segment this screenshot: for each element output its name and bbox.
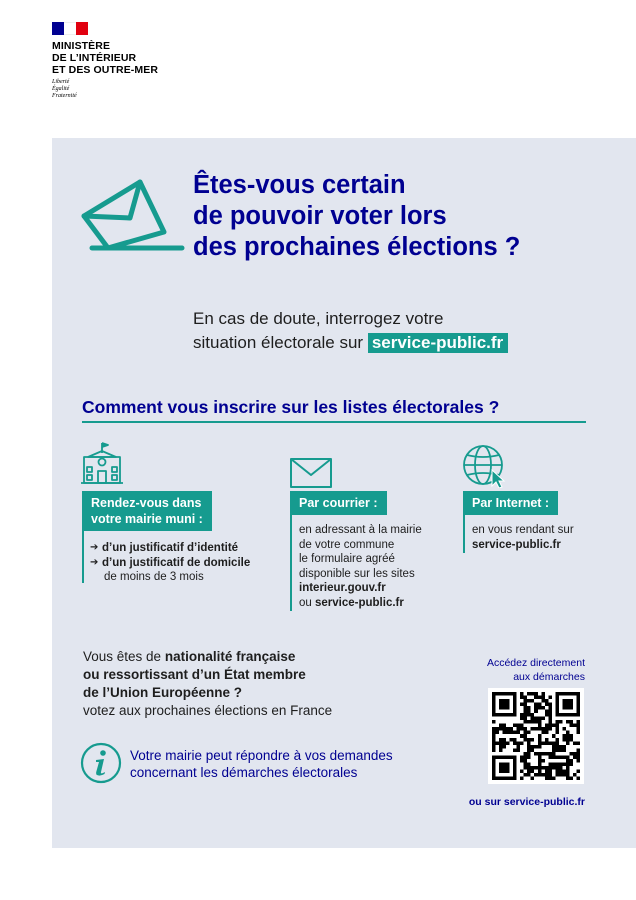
nationality-bold: de l’Union Européenne ?: [83, 685, 243, 700]
page-title: [193, 170, 613, 263]
motto-line: Fraternité: [52, 93, 77, 99]
ministry-logo: [52, 22, 158, 100]
internet-details: [472, 523, 612, 552]
doubt-line: [193, 331, 613, 355]
doubt-line-text: situation électorale sur: [193, 333, 364, 352]
nationality-prefix: Vous êtes de: [83, 649, 162, 664]
interieur-gouv-link[interactable]: interieur.gouv.fr: [299, 582, 386, 594]
internet-tag: Par Internet :: [463, 491, 558, 515]
motto-line: Liberté: [52, 79, 70, 85]
courrier-divider: [290, 511, 292, 611]
arrow-right-icon: ➔: [90, 542, 99, 553]
list-item-text: d’un justificatif de domicile: [102, 556, 251, 569]
list-item-text: d’un justificatif d’identité: [102, 542, 239, 554]
title-line: Êtes-vous certain: [193, 171, 406, 199]
info-line: Votre mairie peut répondre à vos demandes: [130, 748, 393, 763]
nationality-text: [83, 648, 423, 720]
service-public-link[interactable]: service-public.fr: [315, 596, 404, 609]
courrier-line: disponible sur les sites: [299, 567, 415, 580]
qr-label-line: Accédez directement: [486, 657, 585, 669]
courrier-details: [299, 523, 459, 610]
qr-label-line: aux démarches: [513, 670, 585, 683]
mairie-tag: [82, 491, 212, 531]
nationality-bold: nationalité française: [164, 649, 296, 664]
service-public-link[interactable]: service-public.fr: [368, 333, 508, 353]
how-heading: Comment vous inscrire sur les listes électorales ?: [82, 396, 586, 423]
list-item: [90, 556, 275, 571]
mairie-tag-line: Rendez-vous dans: [91, 496, 202, 510]
ministry-line: DE L’INTÉRIEUR: [52, 52, 137, 64]
french-flag-icon: [52, 22, 88, 35]
qr-footer[interactable]: ou sur service-public.fr: [468, 796, 585, 808]
ministry-line: ET DES OUTRE-MER: [52, 64, 159, 76]
courrier-line: en adressant à la mairie: [299, 524, 422, 536]
arrow-right-icon: ➔: [90, 556, 99, 568]
courrier-tag: Par courrier :: [290, 491, 387, 515]
or-text: ou: [299, 596, 312, 609]
mairie-tag-line: votre mairie muni :: [91, 512, 203, 526]
nationality-line: votez aux prochaines élections en France: [83, 703, 333, 718]
envelope-ballot-icon: [80, 178, 185, 253]
mairie-details: [90, 541, 275, 585]
republic-motto: [52, 79, 158, 100]
info-text: [130, 747, 450, 781]
internet-line: en vous rendant sur: [472, 524, 574, 536]
mairie-divider: [82, 527, 84, 583]
doubt-text: [193, 307, 613, 355]
doubt-line: En cas de doute, interrogez votre: [193, 309, 444, 328]
qr-code-image: [492, 692, 580, 780]
ministry-name: [52, 40, 158, 76]
courrier-line: le formulaire agréé: [299, 553, 395, 565]
info-line: concernant les démarches électorales: [130, 765, 358, 780]
list-item-suffix: de moins de 3 mois: [104, 571, 204, 583]
service-public-link[interactable]: service-public.fr: [472, 538, 561, 551]
list-item: [90, 541, 275, 556]
nationality-bold: ou ressortissant d’un État membre: [83, 667, 306, 682]
motto-line: Égalité: [52, 86, 70, 92]
mail-icon: [290, 458, 332, 488]
qr-code[interactable]: [488, 688, 584, 784]
ministry-line: MINISTÈRE: [52, 40, 111, 52]
title-line: de pouvoir voter lors: [193, 202, 447, 230]
qr-label: [455, 657, 585, 684]
info-icon: [80, 742, 122, 784]
internet-divider: [463, 511, 465, 553]
courrier-line: de votre commune: [299, 538, 395, 551]
title-line: des prochaines élections ?: [193, 233, 521, 261]
globe-cursor-icon: [462, 444, 508, 488]
town-hall-icon: [80, 441, 124, 487]
